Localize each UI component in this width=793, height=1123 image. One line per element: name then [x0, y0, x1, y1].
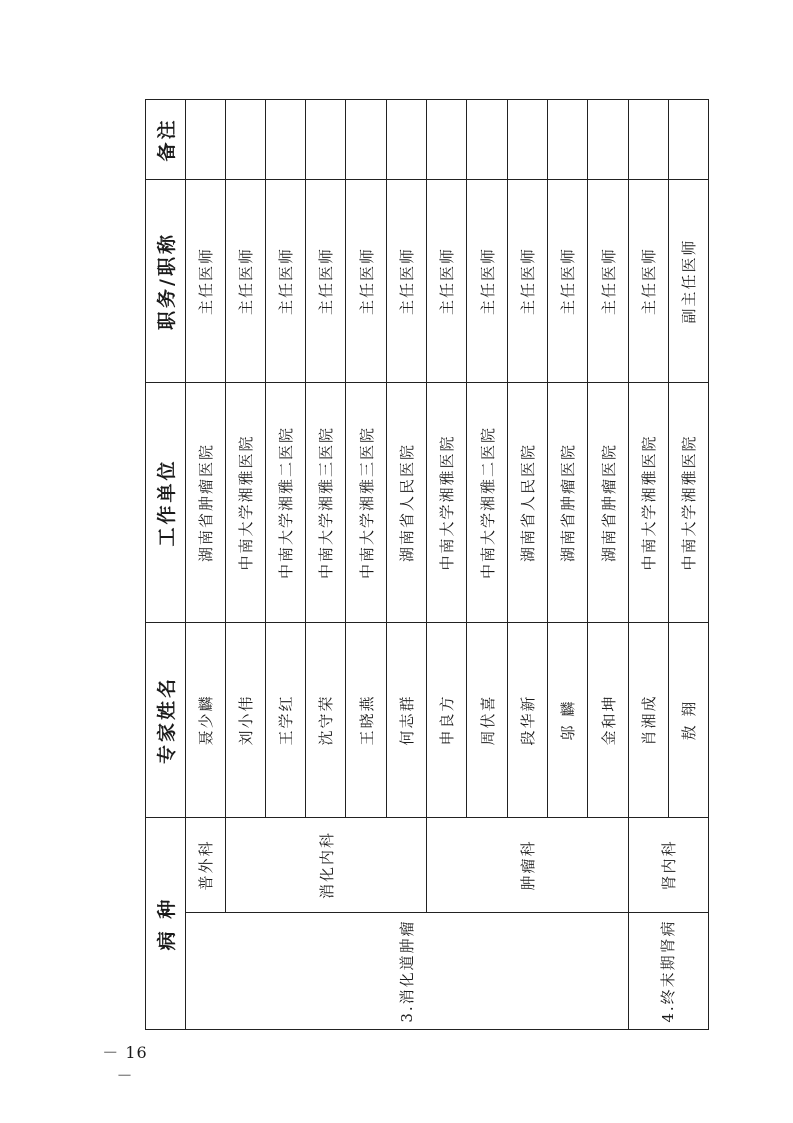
position-cell: 主任医师 [629, 180, 669, 383]
remarks-cell [548, 100, 588, 180]
position-cell: 主任医师 [588, 180, 629, 383]
position-cell: 主任医师 [548, 180, 588, 383]
header-work-unit: 工作单位 [146, 383, 186, 623]
remarks-cell [629, 100, 669, 180]
position-cell: 主任医师 [346, 180, 387, 383]
work-unit-cell: 中南大学湘雅二医院 [266, 383, 306, 623]
position-cell: 主任医师 [186, 180, 226, 383]
expert-name-cell: 段华新 [508, 623, 548, 818]
position-cell: 主任医师 [306, 180, 346, 383]
department-cell: 普外科 [186, 818, 226, 913]
expert-name-cell: 王学红 [266, 623, 306, 818]
expert-name-cell: 聂少麟 [186, 623, 226, 818]
expert-name-cell: 金和坤 [588, 623, 629, 818]
expert-name-cell: 敖 翔 [669, 623, 709, 818]
expert-name-cell: 何志群 [387, 623, 427, 818]
work-unit-cell: 中南大学湘雅三医院 [346, 383, 387, 623]
expert-name-cell: 申良方 [427, 623, 467, 818]
remarks-cell [226, 100, 266, 180]
page-number: － 16 － [102, 1043, 148, 1085]
expert-name-cell: 肖湘成 [629, 623, 669, 818]
department-cell: 肿瘤科 [427, 818, 629, 913]
work-unit-cell: 中南大学湘雅医院 [427, 383, 467, 623]
position-cell: 主任医师 [467, 180, 508, 383]
table-row [186, 100, 226, 1030]
table-row [427, 100, 467, 1030]
work-unit-cell: 中南大学湘雅医院 [226, 383, 266, 623]
work-unit-cell: 湖南省肿瘤医院 [548, 383, 588, 623]
expert-roster-table [145, 99, 709, 1030]
position-cell: 副主任医师 [669, 180, 709, 383]
expert-name-cell: 邬 麟 [548, 623, 588, 818]
remarks-cell [266, 100, 306, 180]
disease-group-cell: 4.终末期肾病 [629, 913, 709, 1030]
remarks-cell [669, 100, 709, 180]
position-cell: 主任医师 [266, 180, 306, 383]
work-unit-cell: 湖南省肿瘤医院 [186, 383, 226, 623]
remarks-cell [387, 100, 427, 180]
header-disease: 病 种 [146, 818, 186, 1030]
work-unit-cell: 湖南省人民医院 [508, 383, 548, 623]
work-unit-cell: 中南大学湘雅医院 [629, 383, 669, 623]
remarks-cell [467, 100, 508, 180]
table-row [226, 100, 266, 1030]
expert-name-cell: 沈守荣 [306, 623, 346, 818]
disease-group-cell: 3.消化道肿瘤 [186, 913, 629, 1030]
remarks-cell [306, 100, 346, 180]
remarks-cell [186, 100, 226, 180]
work-unit-cell: 湖南省人民医院 [387, 383, 427, 623]
table-row [629, 100, 669, 1030]
expert-name-cell: 王晓燕 [346, 623, 387, 818]
remarks-cell [427, 100, 467, 180]
table-header-row [146, 100, 186, 1030]
position-cell: 主任医师 [226, 180, 266, 383]
department-cell: 肾内科 [629, 818, 709, 913]
work-unit-cell: 湖南省肿瘤医院 [588, 383, 629, 623]
work-unit-cell: 中南大学湘雅医院 [669, 383, 709, 623]
remarks-cell [508, 100, 548, 180]
work-unit-cell: 中南大学湘雅二医院 [467, 383, 508, 623]
position-cell: 主任医师 [508, 180, 548, 383]
position-cell: 主任医师 [427, 180, 467, 383]
header-remarks: 备注 [146, 100, 186, 180]
remarks-cell [588, 100, 629, 180]
header-position: 职务/职称 [146, 180, 186, 383]
remarks-cell [346, 100, 387, 180]
rotated-table-wrapper [145, 100, 698, 1030]
department-cell: 消化内科 [226, 818, 427, 913]
position-cell: 主任医师 [387, 180, 427, 383]
work-unit-cell: 中南大学湘雅三医院 [306, 383, 346, 623]
header-expert-name: 专家姓名 [146, 623, 186, 818]
expert-name-cell: 周伏喜 [467, 623, 508, 818]
expert-name-cell: 刘小伟 [226, 623, 266, 818]
